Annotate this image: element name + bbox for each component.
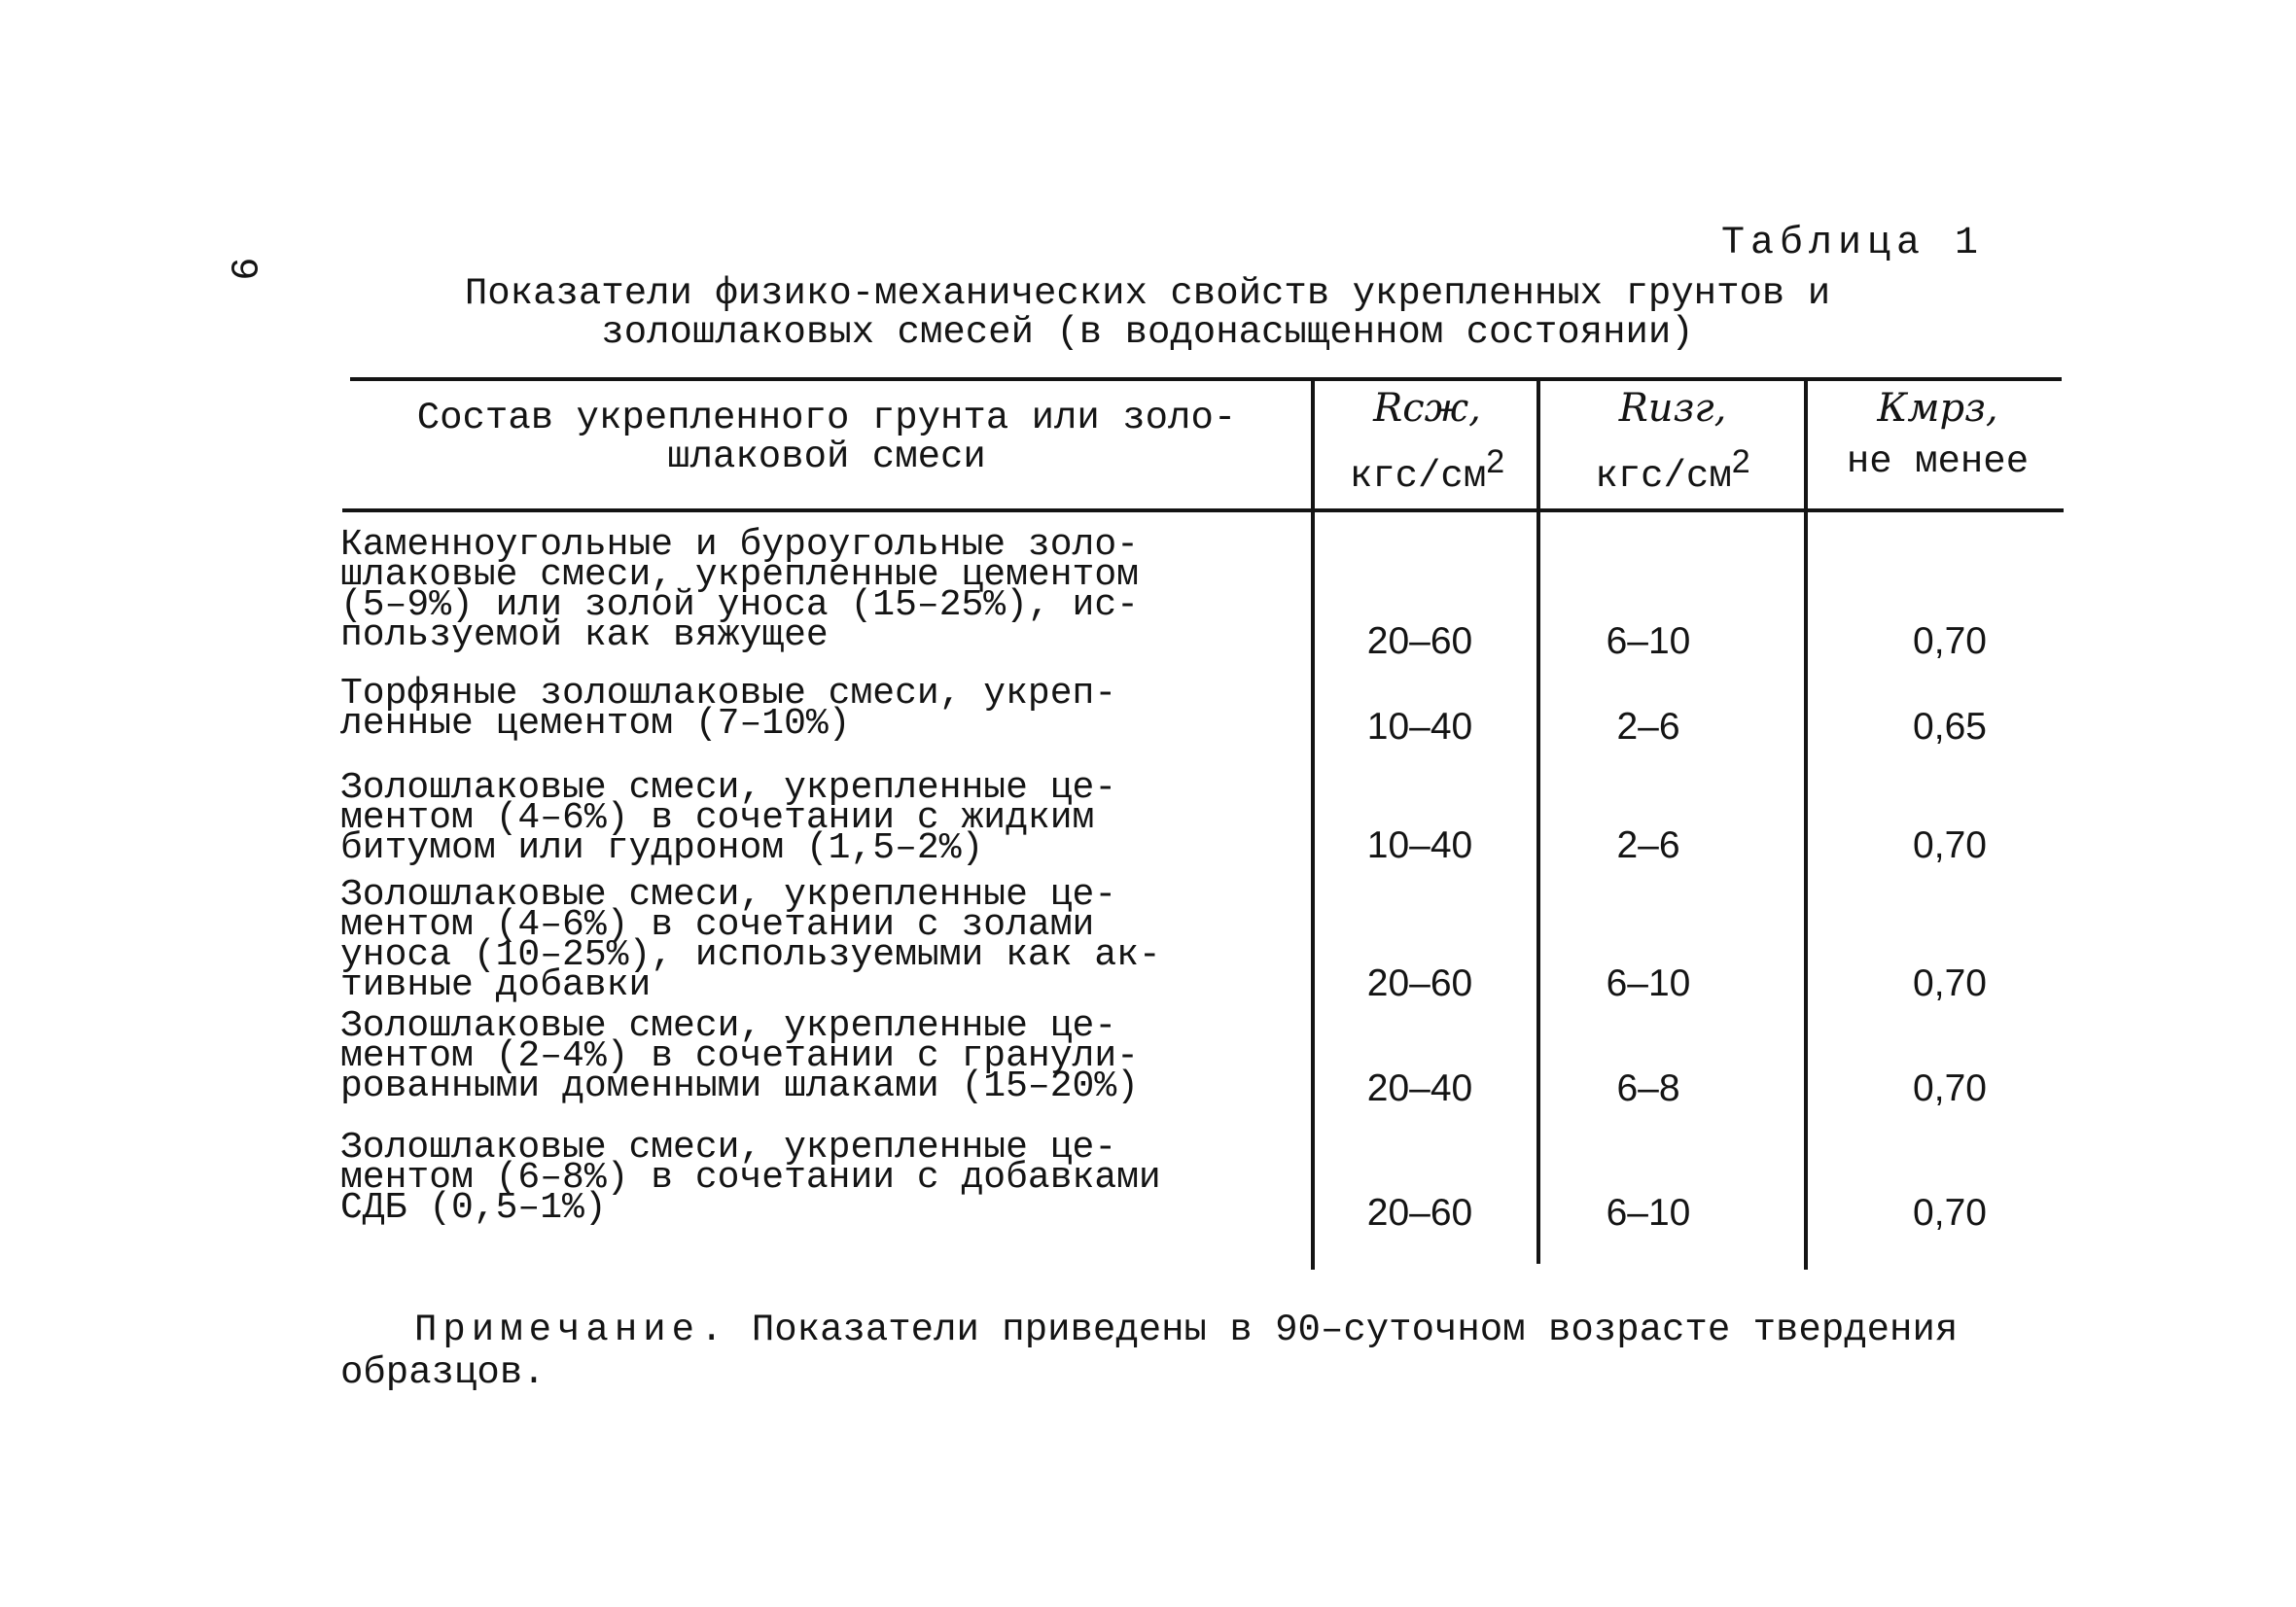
table-note bbox=[340, 1309, 2052, 1394]
table-row-3-r-comp: 10–40 bbox=[1366, 824, 1473, 866]
table-row-4-composition: Золошлаковые смеси, укрепленные це- ментом (4–6%) в сочетании с золами уноса (10–25%), используемыми как ак- тивные добавки bbox=[340, 874, 1161, 1006]
column-divider-2 bbox=[1537, 377, 1540, 1264]
header-frost-resistance bbox=[1814, 386, 2062, 483]
table-row-2-r-bend: 2–6 bbox=[1616, 706, 1680, 748]
note-label: Примечание. bbox=[414, 1309, 729, 1351]
table-row-2-composition: Торфяные золошлаковые смеси, укреп- ленные цементом (7–10%) bbox=[340, 673, 1117, 745]
table-row-5-r-comp: 20–40 bbox=[1366, 1067, 1473, 1109]
table-row-3-composition: Золошлаковые смеси, укрепленные це- ментом (4–6%) в сочетании с жидким битумом или гудроном (1,5–2%) bbox=[340, 767, 1117, 869]
header-r-bend-symbol: Rизг, bbox=[1618, 386, 1727, 431]
table-row-6-r-comp: 20–60 bbox=[1366, 1192, 1473, 1234]
table-row-5-r-bend: 6–8 bbox=[1616, 1067, 1680, 1109]
table-row-1-r-comp: 20–60 bbox=[1366, 620, 1473, 662]
header-r-bend-power: 2 bbox=[1731, 443, 1750, 480]
header-composition: Состав укрепленного грунта или золо- шлаковой смеси bbox=[416, 397, 1237, 478]
caption-line-1: Показатели физико-механических свойств укрепленных грунтов и bbox=[464, 272, 1831, 315]
table-row-6-r-bend: 6–10 bbox=[1606, 1192, 1691, 1234]
column-divider-3 bbox=[1804, 377, 1808, 1270]
caption-line-2: золошлаковых смесей (в водонасыщенном состоянии) bbox=[601, 311, 1694, 354]
table-row-1-composition: Каменноугольные и буроугольные золо- шлаковые смеси, укрепленные цементом (5–9%) или золой уноса (15–25%), ис- пользуемой как вяжущее bbox=[340, 524, 1139, 656]
table-row-6-composition: Золошлаковые смеси, укрепленные це- ментом (6–8%) в сочетании с добавками СДБ (0,5–1%) bbox=[340, 1127, 1161, 1229]
table-row-1-r-bend: 6–10 bbox=[1606, 620, 1691, 662]
header-bending-strength bbox=[1546, 386, 1799, 498]
table-row-2-r-comp: 10–40 bbox=[1366, 706, 1473, 748]
header-k-frost-unit: не менее bbox=[1846, 440, 2030, 483]
table-row-4-k-frost: 0,70 bbox=[1913, 962, 1987, 1004]
header-compressive-strength bbox=[1318, 386, 1537, 498]
note-text: Показатели приведены в 90–суточном возрасте твердения образцов. bbox=[340, 1309, 1959, 1394]
header-k-frost-symbol: Кмрз, bbox=[1877, 386, 1998, 431]
table-row-3-k-frost: 0,70 bbox=[1913, 824, 1987, 866]
page-number: 9 bbox=[219, 257, 264, 281]
table-row-4-r-bend: 6–10 bbox=[1606, 962, 1691, 1004]
table-label: Таблица 1 bbox=[1721, 222, 1985, 265]
table-row-1-k-frost: 0,70 bbox=[1913, 620, 1987, 662]
table-row-3-r-bend: 2–6 bbox=[1616, 824, 1680, 866]
header-r-bend-unit: кгс/см bbox=[1595, 455, 1732, 498]
table-row-2-k-frost: 0,65 bbox=[1913, 706, 1987, 748]
column-divider-1 bbox=[1311, 377, 1315, 1270]
table-row-5-k-frost: 0,70 bbox=[1913, 1067, 1987, 1109]
header-r-comp-unit: кгс/см bbox=[1349, 455, 1487, 498]
table-row-6-k-frost: 0,70 bbox=[1913, 1192, 1987, 1234]
table-row-5-composition: Золошлаковые смеси, укрепленные це- ментом (2–4%) в сочетании с гранули- рованными доменными шлаками (15–20%) bbox=[340, 1005, 1139, 1107]
table-caption bbox=[370, 274, 1925, 352]
header-r-comp-symbol: Rсж, bbox=[1373, 386, 1481, 431]
table-row-4-r-comp: 20–60 bbox=[1366, 962, 1473, 1004]
header-r-comp-power: 2 bbox=[1486, 443, 1505, 480]
